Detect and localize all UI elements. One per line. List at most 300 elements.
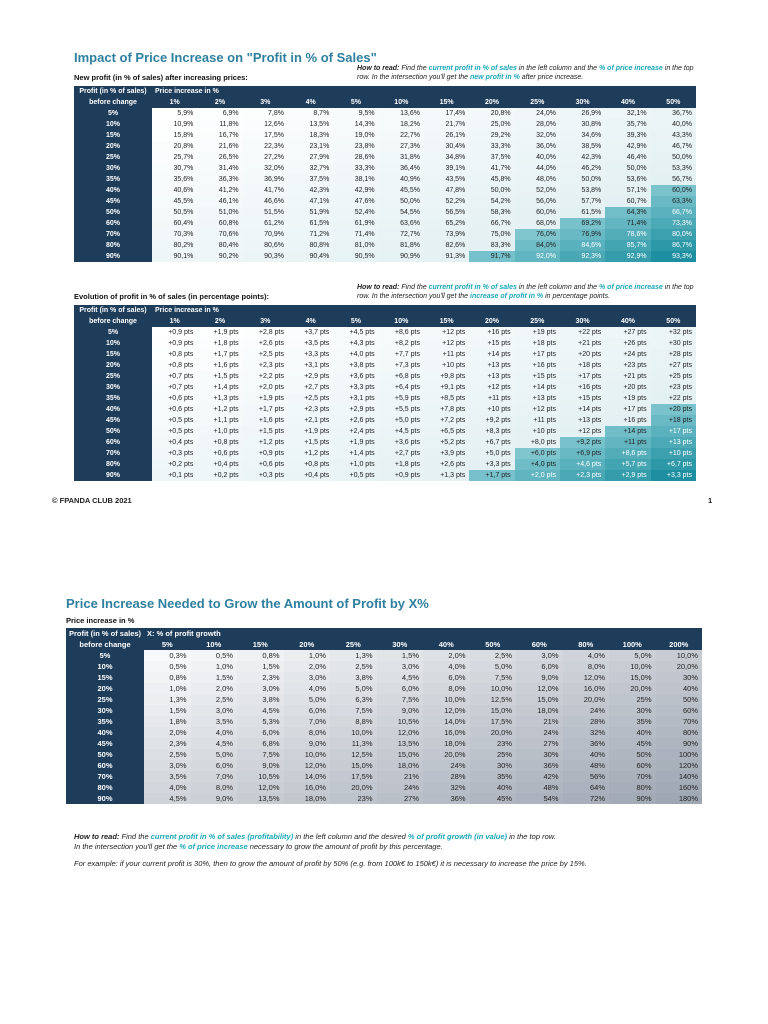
table-cell: +4,3 pts [333, 338, 378, 349]
table-cell: +0,7 pts [152, 371, 197, 382]
table-cell: 3,0% [284, 672, 331, 683]
table-cell: 91,3% [424, 251, 469, 262]
table-cell: 82,6% [424, 240, 469, 251]
column-header: 30% [560, 316, 605, 327]
table-cell: 17,5% [470, 716, 517, 727]
table-cell: 33,3% [469, 141, 514, 152]
page-2-title: Price Increase Needed to Grow the Amount of Profit by X% [66, 596, 429, 611]
column-header: 10% [379, 316, 424, 327]
table-cell: 57,7% [560, 196, 605, 207]
table-cell: +15 pts [560, 393, 605, 404]
column-header: 50% [651, 316, 696, 327]
table-cell: +0,5 pts [152, 415, 197, 426]
table-cell: 66,7% [651, 207, 696, 218]
table-cell: 29,2% [469, 130, 514, 141]
table-cell: 30,8% [560, 119, 605, 130]
how-to-read-1: How to read: Find the current profit in % of sales in the left column and the % of price increase in the top row. In the intersection you'll get the new profit in % after price increase. [357, 65, 694, 81]
table-cell: 12,0% [377, 727, 424, 738]
table-cell: 80% [609, 782, 656, 793]
table-cell: 21% [377, 771, 424, 782]
row-header: 70% [74, 448, 152, 459]
table-cell: 92,0% [515, 251, 560, 262]
row-header: 80% [74, 240, 152, 251]
table-cell: +2,6 pts [424, 459, 469, 470]
table-cell: 3,0% [377, 661, 424, 672]
table-cell: 10,0% [284, 749, 331, 760]
table-cell: +20 pts [560, 349, 605, 360]
column-header: 50% [470, 639, 517, 650]
table-cell: 43,3% [651, 130, 696, 141]
table-cell: 36,4% [379, 163, 424, 174]
table-cell: 42% [516, 771, 563, 782]
table-cell: 60,0% [515, 207, 560, 218]
table-cell: +12 pts [424, 338, 469, 349]
table-cell: 40% [656, 683, 703, 694]
table-cell: 18,0% [423, 738, 470, 749]
table-cell: 6,0% [516, 661, 563, 672]
table-cell: 15,0% [377, 749, 424, 760]
table-row [66, 727, 702, 738]
table-cell: 37,5% [288, 174, 333, 185]
table-cell: +0,6 pts [152, 393, 197, 404]
table-cell: 17,5% [243, 130, 288, 141]
table-cell: 27,9% [288, 152, 333, 163]
table-cell: +7,7 pts [379, 349, 424, 360]
column-header: 100% [609, 639, 656, 650]
table-cell: +1,8 pts [379, 459, 424, 470]
table-row [66, 760, 702, 771]
table-cell: 26,1% [424, 130, 469, 141]
table-cell: 0,5% [191, 650, 238, 661]
page-title: Impact of Price Increase on "Profit in % of Sales" [74, 50, 377, 65]
table-cell: +9,8 pts [424, 371, 469, 382]
table-cell: 56,0% [515, 196, 560, 207]
table-cell: 13,5% [288, 119, 333, 130]
table-cell: +4,5 pts [333, 327, 378, 338]
table-cell: 50,0% [651, 152, 696, 163]
table-cell: 15,0% [330, 760, 377, 771]
table-cell: 52,2% [424, 196, 469, 207]
table-cell: 60,8% [197, 218, 242, 229]
table-cell: 3,0% [144, 760, 191, 771]
table-cell: 45,8% [469, 174, 514, 185]
table-cell: 25% [609, 694, 656, 705]
column-header: 2% [197, 316, 242, 327]
table-cell: 12,0% [516, 683, 563, 694]
table-cell: +4,6 pts [560, 459, 605, 470]
table-cell: +6,0 pts [515, 448, 560, 459]
table-cell: 24% [377, 782, 424, 793]
table-row [66, 672, 702, 683]
table-cell: 1,5% [377, 650, 424, 661]
table-cell: 36,0% [515, 141, 560, 152]
table-cell: +10 pts [469, 404, 514, 415]
table-cell: 2,5% [470, 650, 517, 661]
table-cell: 66,7% [469, 218, 514, 229]
table-cell: +14 pts [515, 382, 560, 393]
table-cell: 64,3% [605, 207, 650, 218]
table-cell: +9,2 pts [469, 415, 514, 426]
table-cell: +17 pts [560, 371, 605, 382]
table-cell: +0,6 pts [197, 448, 242, 459]
table-cell: 8,7% [288, 108, 333, 119]
corner-header-top: Profit (in % of sales) [66, 628, 144, 639]
table-cell: +0,7 pts [152, 382, 197, 393]
table-cell: 20,8% [469, 108, 514, 119]
table-cell: +22 pts [651, 393, 696, 404]
table-cell: 48% [563, 760, 610, 771]
table-cell: 7,0% [284, 716, 331, 727]
table-cell: +1,3 pts [197, 393, 242, 404]
table-cell: +1,6 pts [243, 415, 288, 426]
table-cell: 10,9% [152, 119, 197, 130]
table-cell: +16 pts [605, 415, 650, 426]
table-cell: +3,3 pts [333, 382, 378, 393]
table-cell: +5,0 pts [379, 415, 424, 426]
table-cell: +3,6 pts [379, 437, 424, 448]
row-header: 80% [74, 459, 152, 470]
table-cell: +1,6 pts [197, 360, 242, 371]
table-1-subtitle: New profit (in % of sales) after increasing prices: [74, 73, 248, 82]
table-cell: 4,5% [377, 672, 424, 683]
column-header: 20% [469, 97, 514, 108]
table-cell: 45% [609, 738, 656, 749]
table-cell: +1,1 pts [197, 415, 242, 426]
how-to-read-3: How to read: Find the current profit in % of sales (profitability) in the left column and the desired % of profit growth (in value) in the top row. In the intersection you'll get the % of price increase necessary to grow the amount of profit by this percentage. [74, 832, 556, 851]
row-header: 35% [74, 174, 152, 185]
row-header: 30% [74, 163, 152, 174]
table-row [74, 404, 696, 415]
table-cell: 4,0% [144, 782, 191, 793]
table-cell: 24% [423, 760, 470, 771]
table-cell: +1,9 pts [243, 393, 288, 404]
table-cell: 0,8% [144, 672, 191, 683]
table-cell: 4,0% [284, 683, 331, 694]
table-cell: 80% [656, 727, 703, 738]
table-cell: +0,4 pts [197, 459, 242, 470]
table-cell: +6,4 pts [379, 382, 424, 393]
row-header: 20% [74, 141, 152, 152]
table-cell: 71,2% [288, 229, 333, 240]
column-header: 25% [515, 316, 560, 327]
table-cell: 81,8% [379, 240, 424, 251]
table-cell: 39,1% [424, 163, 469, 174]
table-cell: 23,1% [288, 141, 333, 152]
table-cell: 61,2% [243, 218, 288, 229]
table-cell: +0,6 pts [152, 404, 197, 415]
row-header: 40% [74, 404, 152, 415]
table-cell: 31,8% [379, 152, 424, 163]
table-2-subtitle: Evolution of profit in % of sales (in percentage points): [74, 292, 270, 301]
table-cell: 3,0% [191, 705, 238, 716]
table-row [74, 141, 696, 152]
table-cell: 9,0% [284, 738, 331, 749]
row-header: 30% [74, 382, 152, 393]
table-3-subtitle: Price increase in % [66, 616, 135, 625]
row-header: 90% [74, 470, 152, 481]
table-cell: +1,4 pts [333, 448, 378, 459]
table-cell: 1,5% [237, 661, 284, 672]
table-cell: +12 pts [560, 426, 605, 437]
column-group-header: X: % of profit growth [144, 628, 702, 639]
table-cell: 6,0% [284, 705, 331, 716]
table-cell: +3,3 pts [469, 459, 514, 470]
table-cell: 75,0% [469, 229, 514, 240]
table-cell: 17,5% [330, 771, 377, 782]
table-cell: +1,9 pts [333, 437, 378, 448]
column-header: 10% [379, 97, 424, 108]
table-cell: 4,5% [144, 793, 191, 804]
table-cell: +17 pts [651, 426, 696, 437]
table-cell: 25,7% [152, 152, 197, 163]
row-header: 5% [74, 327, 152, 338]
table-cell: +9,1 pts [424, 382, 469, 393]
table-cell: +3,6 pts [333, 371, 378, 382]
table-cell: 1,3% [144, 694, 191, 705]
table-cell: +16 pts [560, 382, 605, 393]
table-cell: 6,0% [191, 760, 238, 771]
table-cell: 52,0% [515, 185, 560, 196]
table-cell: +26 pts [605, 338, 650, 349]
table-cell: +11 pts [515, 415, 560, 426]
table-cell: 8,0% [563, 661, 610, 672]
table-cell: +14 pts [605, 426, 650, 437]
table-cell: 13,5% [377, 738, 424, 749]
table-cell: 69,2% [560, 218, 605, 229]
table-cell: 20,0% [470, 727, 517, 738]
table-cell: +19 pts [605, 393, 650, 404]
table-cell: +23 pts [605, 360, 650, 371]
row-header: 90% [66, 793, 144, 804]
table-cell: 10,5% [377, 716, 424, 727]
table-cell: 28,6% [333, 152, 378, 163]
table-cell: 1,3% [330, 650, 377, 661]
table-cell: 180% [656, 793, 703, 804]
table-cell: +6,7 pts [651, 459, 696, 470]
table-cell: +1,5 pts [197, 371, 242, 382]
table-cell: 25% [470, 749, 517, 760]
table-cell: +1,2 pts [243, 437, 288, 448]
table-cell: +8,5 pts [424, 393, 469, 404]
table-cell: 1,0% [284, 650, 331, 661]
table-cell: 76,0% [515, 229, 560, 240]
table-cell: 53,8% [560, 185, 605, 196]
table-cell: +13 pts [469, 360, 514, 371]
table-cell: 48% [516, 782, 563, 793]
table-row [74, 382, 696, 393]
table-cell: +11 pts [605, 437, 650, 448]
table-cell: 20,8% [152, 141, 197, 152]
row-header: 30% [66, 705, 144, 716]
table-cell: +0,1 pts [152, 470, 197, 481]
table-cell: 50,0% [469, 185, 514, 196]
table-cell: +1,3 pts [424, 470, 469, 481]
table-cell: +8,0 pts [515, 437, 560, 448]
table-cell: +1,7 pts [243, 404, 288, 415]
table-row [74, 426, 696, 437]
table-cell: +1,9 pts [288, 426, 333, 437]
table-cell: +0,2 pts [197, 470, 242, 481]
table-cell: 90,1% [152, 251, 197, 262]
table-cell: 40% [609, 727, 656, 738]
table-cell: +2,0 pts [243, 382, 288, 393]
table-cell: 2,0% [191, 683, 238, 694]
table-cell: 27,2% [243, 152, 288, 163]
table-cell: 70,3% [152, 229, 197, 240]
table-cell: +2,5 pts [288, 393, 333, 404]
column-header: 5% [144, 639, 191, 650]
table-cell: 72% [563, 793, 610, 804]
corner-header-bottom: before change [66, 639, 144, 650]
table-cell: 5,0% [330, 683, 377, 694]
table-row [66, 705, 702, 716]
table-cell: 15,0% [470, 705, 517, 716]
table-cell: 90% [609, 793, 656, 804]
table-cell: 21,7% [424, 119, 469, 130]
corner-header-top: Profit (in % of sales) [74, 86, 152, 97]
table-cell: +6,5 pts [424, 426, 469, 437]
table-cell: 35,6% [152, 174, 197, 185]
table-cell: 46,1% [197, 196, 242, 207]
table-cell: 28% [423, 771, 470, 782]
table-cell: 1,5% [144, 705, 191, 716]
column-header: 5% [333, 97, 378, 108]
table-cell: +0,4 pts [152, 437, 197, 448]
table-cell: 5,3% [237, 716, 284, 727]
table-cell: +0,9 pts [152, 327, 197, 338]
column-header: 3% [243, 97, 288, 108]
table-cell: 91,7% [469, 251, 514, 262]
table-row [66, 749, 702, 760]
table-cell: 22,7% [379, 130, 424, 141]
table-cell: 35% [609, 716, 656, 727]
table-cell: +19 pts [515, 327, 560, 338]
table-row [74, 185, 696, 196]
table-cell: 10,0% [609, 661, 656, 672]
table-cell: 23% [470, 738, 517, 749]
row-header: 40% [66, 727, 144, 738]
table-cell: 50,0% [560, 174, 605, 185]
table-cell: 38,5% [560, 141, 605, 152]
table-cell: 70% [609, 771, 656, 782]
table-cell: 63,3% [651, 196, 696, 207]
table-row [66, 771, 702, 782]
table-row [74, 174, 696, 185]
table-row [74, 119, 696, 130]
table-cell: 90,9% [379, 251, 424, 262]
table-cell: +0,3 pts [152, 448, 197, 459]
table-cell: 2,0% [284, 661, 331, 672]
table-cell: 90% [656, 738, 703, 749]
table-cell: 32% [423, 782, 470, 793]
table-cell: +1,2 pts [288, 448, 333, 459]
table-cell: +1,8 pts [197, 338, 242, 349]
how-to-read-2: How to read: Find the current profit in % of sales in the left column and the % of price increase in the top row. In the intersection you'll get the increase of profit in % in percentage points. [357, 284, 694, 300]
table-cell: 8,0% [423, 683, 470, 694]
table-cell: 1,8% [144, 716, 191, 727]
table-cell: 41,7% [469, 163, 514, 174]
table-row [74, 360, 696, 371]
table-cell: 15,8% [152, 130, 197, 141]
table-cell: +0,2 pts [152, 459, 197, 470]
table-cell: 12,0% [284, 760, 331, 771]
column-group-header: Price increase in % [152, 305, 696, 316]
table-cell: 10,0% [330, 727, 377, 738]
row-header: 15% [66, 672, 144, 683]
table-cell: 1,0% [144, 683, 191, 694]
table-cell: +14 pts [560, 404, 605, 415]
table-cell: 61,5% [288, 218, 333, 229]
table-cell: 15,0% [609, 672, 656, 683]
table-cell: +15 pts [469, 338, 514, 349]
table-cell: 73,3% [651, 218, 696, 229]
table-cell: 46,2% [560, 163, 605, 174]
table-cell: +2,6 pts [333, 415, 378, 426]
table-cell: 90,2% [197, 251, 242, 262]
table-cell: +0,8 pts [288, 459, 333, 470]
table-row [74, 240, 696, 251]
table-cell: 10,0% [656, 650, 703, 661]
table-cell: +2,7 pts [379, 448, 424, 459]
table-cell: +2,3 pts [560, 470, 605, 481]
table-cell: 30% [656, 672, 703, 683]
table-cell: 30% [609, 705, 656, 716]
table-cell: 12,6% [243, 119, 288, 130]
table-cell: 70,6% [197, 229, 242, 240]
column-header: 50% [651, 97, 696, 108]
table-cell: 8,0% [284, 727, 331, 738]
row-header: 60% [74, 437, 152, 448]
table-cell: 36,7% [651, 108, 696, 119]
table-cell: +0,3 pts [243, 470, 288, 481]
table-cell: +10 pts [651, 448, 696, 459]
column-header: 1% [152, 97, 197, 108]
table-cell: +17 pts [515, 349, 560, 360]
table-cell: 60,7% [605, 196, 650, 207]
table-cell: +1,7 pts [469, 470, 514, 481]
table-cell: 71,4% [605, 218, 650, 229]
table-cell: 80,6% [243, 240, 288, 251]
row-header: 25% [74, 371, 152, 382]
table-cell: 4,0% [423, 661, 470, 672]
table-cell: +2,5 pts [243, 349, 288, 360]
table-cell: 12,5% [470, 694, 517, 705]
table-cell: +9,2 pts [560, 437, 605, 448]
table-row [74, 152, 696, 163]
table-cell: 7,0% [191, 771, 238, 782]
table-cell: 70% [656, 716, 703, 727]
table-row [74, 338, 696, 349]
table-cell: +5,2 pts [424, 437, 469, 448]
table-cell: +22 pts [560, 327, 605, 338]
table-cell: +7,3 pts [379, 360, 424, 371]
table-cell: +10 pts [424, 360, 469, 371]
table-cell: 5,0% [470, 661, 517, 672]
table-cell: +15 pts [515, 371, 560, 382]
table-cell: 3,0% [516, 650, 563, 661]
table-row [74, 470, 696, 481]
table-row [66, 716, 702, 727]
profit-evolution-table [74, 305, 696, 481]
copyright-footer: © FPANDA CLUB 2021 [52, 496, 132, 505]
table-cell: 7,5% [237, 749, 284, 760]
table-cell: 18,0% [516, 705, 563, 716]
table-cell: 23% [330, 793, 377, 804]
table-cell: 12,0% [563, 672, 610, 683]
table-cell: 57,1% [605, 185, 650, 196]
table-cell: 42,9% [605, 141, 650, 152]
table-cell: +13 pts [651, 437, 696, 448]
